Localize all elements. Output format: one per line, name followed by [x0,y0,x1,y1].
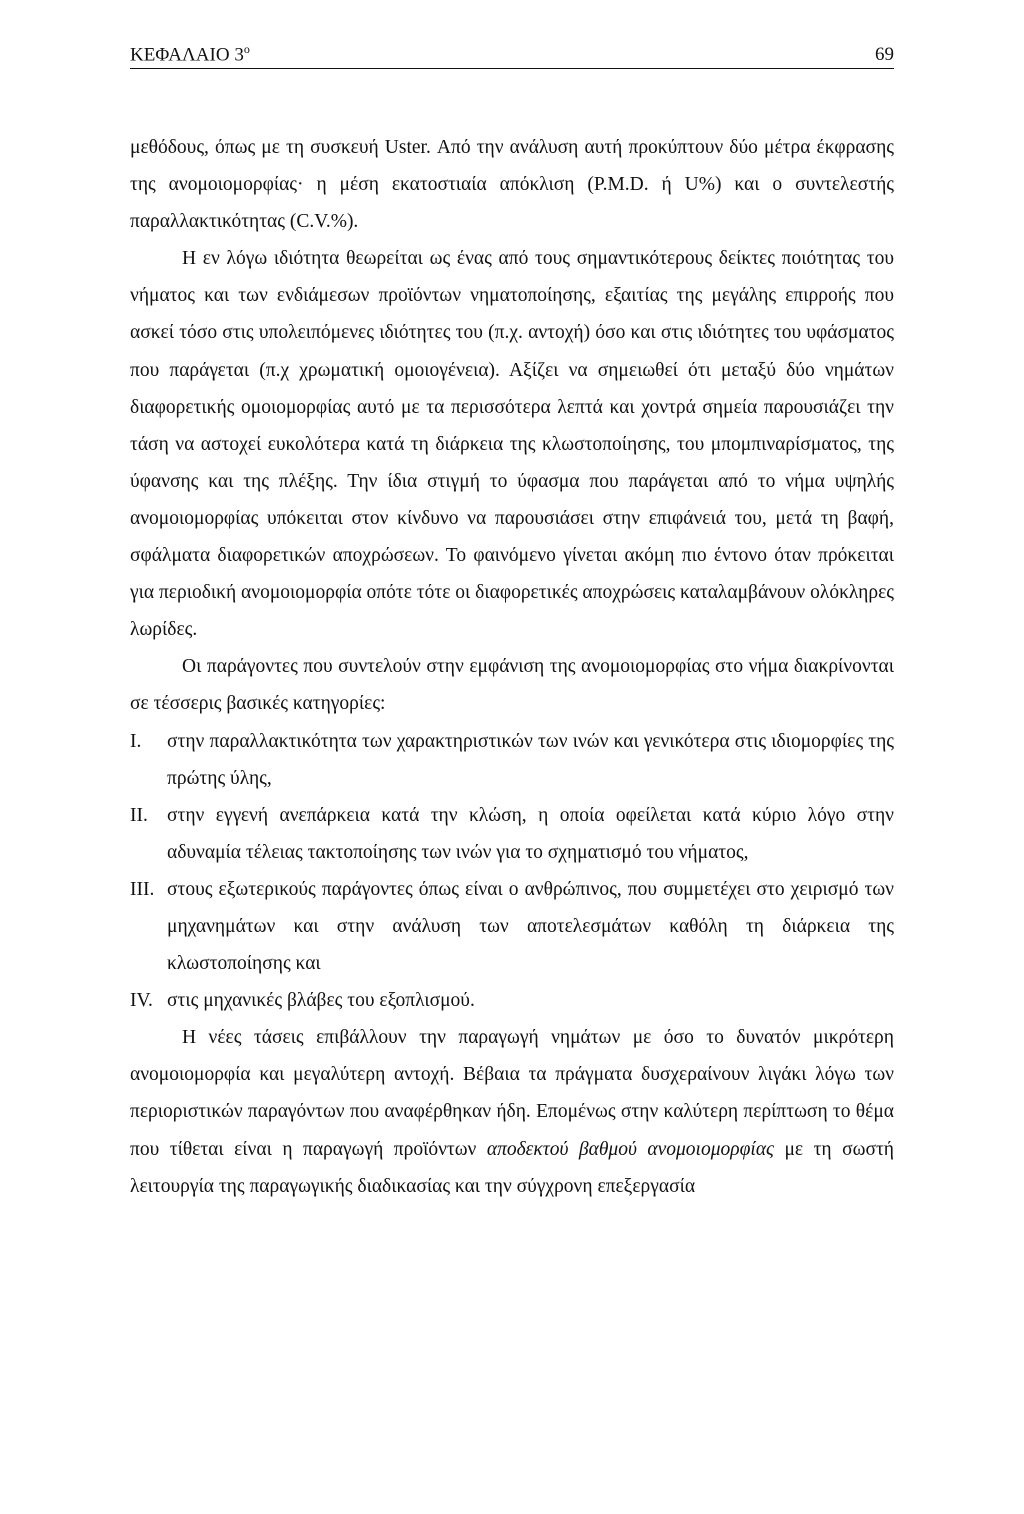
page-number: 69 [875,44,894,65]
list-item [130,797,894,871]
list-item-number: I. [130,730,142,752]
list-item [130,982,894,1019]
list-item-text: στην εγγενή ανεπάρκεια κατά την κλώση, η οποία οφείλεται κατά κύριο λόγο στην αδυναμία τέλειας τακτοποίησης των ινών για το σχηματισμό του νήματος, [167,804,894,863]
body-text [130,129,894,1205]
list-item-text: στις μηχανικές βλάβες του εξοπλισμού. [167,990,475,1012]
chapter-ordinal: ο [243,41,250,56]
running-header [130,40,894,69]
list-item [130,871,894,982]
list-item-number: II. [130,804,148,826]
factors-list [130,723,894,1020]
list-item-number: III. [130,878,155,900]
chapter-title [130,42,250,66]
document-page [130,40,894,1205]
chapter-label: ΚΕΦΑΛΑΙΟ 3 [130,44,244,65]
paragraph-3: Οι παράγοντες που συντελούν στην εμφάνιση της ανομοιομορφίας στο νήμα διακρίνονται σε τέσσερις βασικές κατηγορίες: [130,656,894,715]
list-item-text: στην παραλλακτικότητα των χαρακτηριστικών των ινών και γενικότερα στις ιδιομορφίες της πρώτης ύλης, [167,730,894,789]
list-item-number: IV. [130,990,153,1012]
list-item [130,723,894,797]
paragraph-4-text-end: με τη σωστή λειτουργία της παραγωγικής διαδικασίας και την σύγχρονη επεξεργασία [130,1138,894,1197]
paragraph-4-emphasis: αποδεκτού βαθμού ανομοιομορφίας [486,1138,774,1160]
paragraph-2: Η εν λόγω ιδιότητα θεωρείται ως ένας από τους σημαντικότερους δείκτες ποιότητας του νήματος και των ενδιάμεσων προϊόντων νηματοποίησης, εξαιτίας της μεγάλης επιρροής που ασκεί τόσο στις υπολειπόμενες ιδιότητες του (π.χ. αντοχή) όσο και στις ιδιότητες του υφάσματος που παράγεται (π.χ χρωματική ομοιογένεια). Αξίζει να σημειωθεί ότι μεταξύ δύο νημάτων διαφορετικής ομοιομορφίας αυτό με τα περισσότερα λεπτά και χοντρά σημεία παρουσιάζει την τάση να αστοχεί ευκολότερα κατά τη διάρκεια της κλωστοποίησης, του μπομπιναρίσματος, της ύφανσης και της πλέξης. Την ίδια στιγμή το ύφασμα που παράγεται από το νήμα υψηλής ανομοιομορφίας υπόκειται στον κίνδυνο να παρουσιάσει στην επιφάνειά του, μετά τη βαφή, σφάλματα διαφορετικών αποχρώσεων. Το φαινόμενο γίνεται ακόμη πιο έντονο όταν πρόκειται για περιοδική ανομοιομορφία οπότε τότε οι διαφορετικές αποχρώσεις καταλαμβάνουν ολόκληρες λωρίδες. [130,248,895,641]
paragraph-4-text-start: Η νέες τάσεις επιβάλλουν την παραγωγή νημάτων με όσο το δυνατόν μικρότερη ανομοιομορφία και μεγαλύτερη αντοχή. Βέβαια τα πράγματα δυσχεραίνουν λιγάκι λόγω των περιοριστικών παραγόντων που αναφέρθηκαν ήδη. Επομένως στην καλύτερη περίπτωση το θέμα που τίθεται είναι η παραγωγή προϊόντων [130,1027,894,1160]
list-item-text: στους εξωτερικούς παράγοντες όπως είναι ο ανθρώπινος, που συμμετέχει στο χειρισμό των μηχανημάτων και στην ανάλυση των αποτελεσμάτων καθόλη τη διάρκεια της κλωστοποίησης και [167,878,894,975]
paragraph-1: μεθόδους, όπως με τη συσκευή Uster. Από την ανάλυση αυτή προκύπτουν δύο μέτρα έκφρασης της ανομοιομορφίας· η μέση εκατοστιαία απόκλιση (Ρ.Μ.D. ή U%) και ο συντελεστής παραλλακτικότητας (C.V.%). [130,137,894,233]
paragraph-4 [130,1019,894,1204]
